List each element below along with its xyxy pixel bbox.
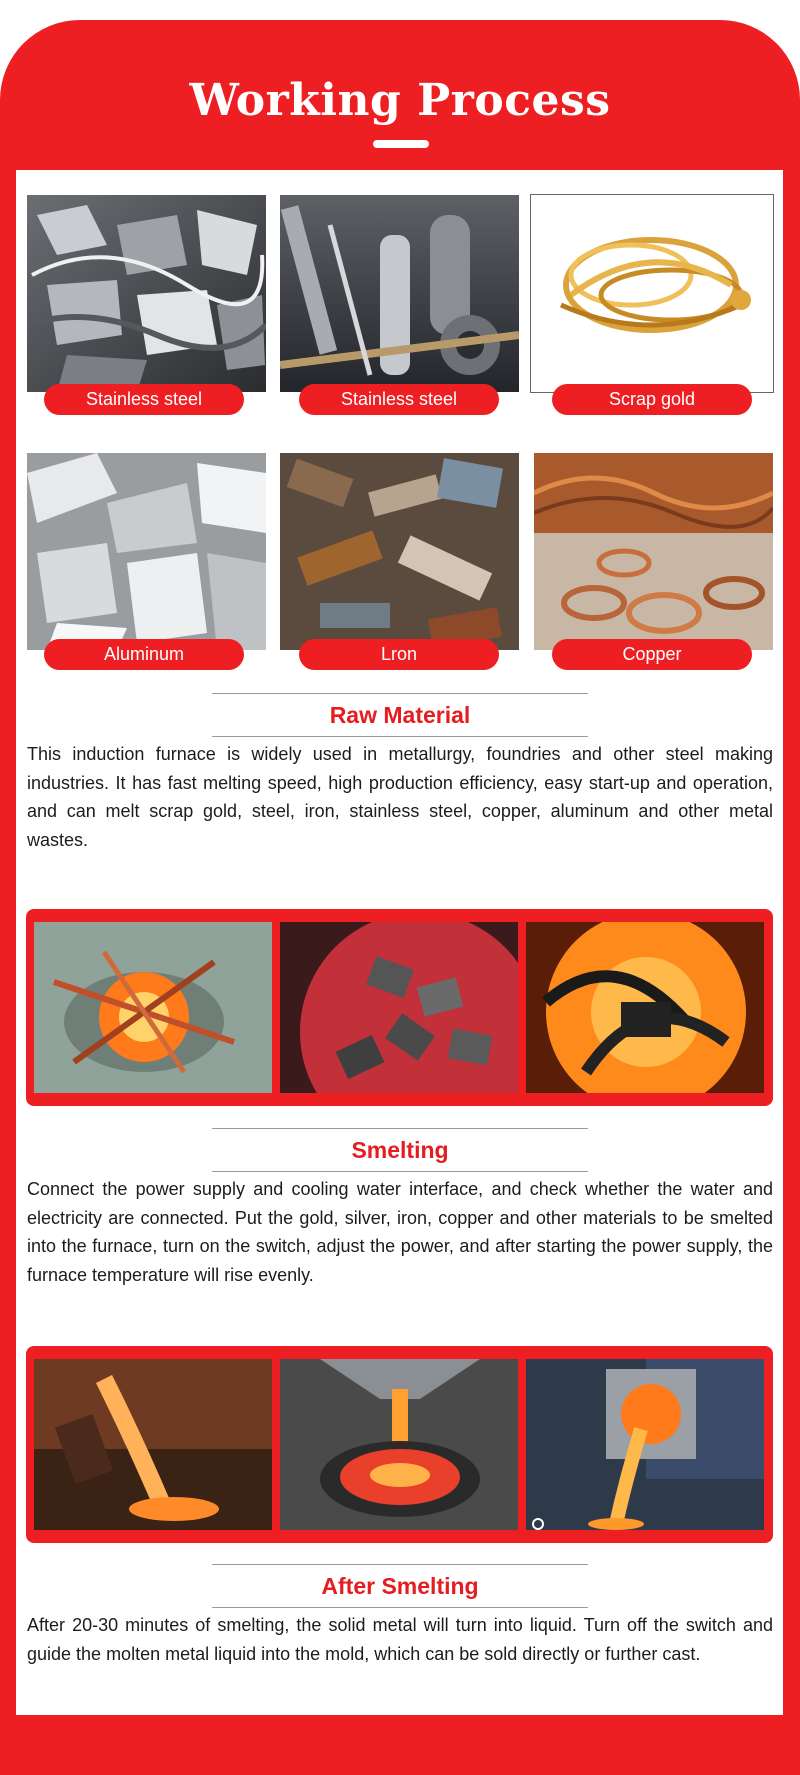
smelting-photo-2 xyxy=(280,922,518,1093)
section-heading-text: Raw Material xyxy=(329,702,471,728)
pouring-photo-3 xyxy=(526,1359,764,1530)
after-smelting-image-strip xyxy=(26,1346,773,1543)
smelting-image-strip xyxy=(26,909,773,1106)
section-heading-text: Smelting xyxy=(351,1137,449,1163)
title-underline xyxy=(373,140,429,148)
stainless-steel-scrap-image xyxy=(27,195,266,392)
section-heading-after-smelting xyxy=(212,1564,588,1608)
section-heading-smelting xyxy=(212,1128,588,1172)
section-text-smelting: Connect the power supply and cooling water interface, and check whether the water and electricity are connected. Put the gold, silver, iron, copper and other materials to be smelted into the furnace, turn on the switch, adjust the power, and after starting the power supply, the furnace temperature will rise evenly. xyxy=(27,1179,773,1285)
section-text-after-smelting: After 20-30 minutes of smelting, the solid metal will turn into liquid. Turn off the switch and guide the molten metal liquid into the mold, which can be sold directly or further cast. xyxy=(27,1615,773,1664)
material-label-stainless-steel: Stainless steel xyxy=(44,384,244,415)
smelting-photo-1 xyxy=(34,922,272,1093)
material-label-iron: Lron xyxy=(299,639,499,670)
copper-scrap-image xyxy=(534,453,773,650)
page-title: Working Process xyxy=(189,75,611,126)
pouring-photo-1 xyxy=(34,1359,272,1530)
iron-scrap-image xyxy=(280,453,519,650)
smelting-photo-3 xyxy=(526,922,764,1093)
material-label-scrap-gold: Scrap gold xyxy=(552,384,752,415)
material-label-stainless-steel: Stainless steel xyxy=(299,384,499,415)
aluminum-scrap-image xyxy=(27,453,266,650)
stainless-steel-parts-image xyxy=(280,195,519,392)
pouring-photo-2 xyxy=(280,1359,518,1530)
section-text-raw-material: This induction furnace is widely used in metallurgy, foundries and other steel making industries. It has fast melting speed, high production efficiency, easy start-up and operation, and can melt scrap gold, steel, iron, stainless steel, copper, aluminum and other metal wastes. xyxy=(27,744,773,850)
section-heading-raw-material xyxy=(212,693,588,737)
section-heading-text: After Smelting xyxy=(321,1573,479,1599)
scrap-gold-image xyxy=(531,195,773,392)
material-label-copper: Copper xyxy=(552,639,752,670)
material-label-aluminum: Aluminum xyxy=(44,639,244,670)
